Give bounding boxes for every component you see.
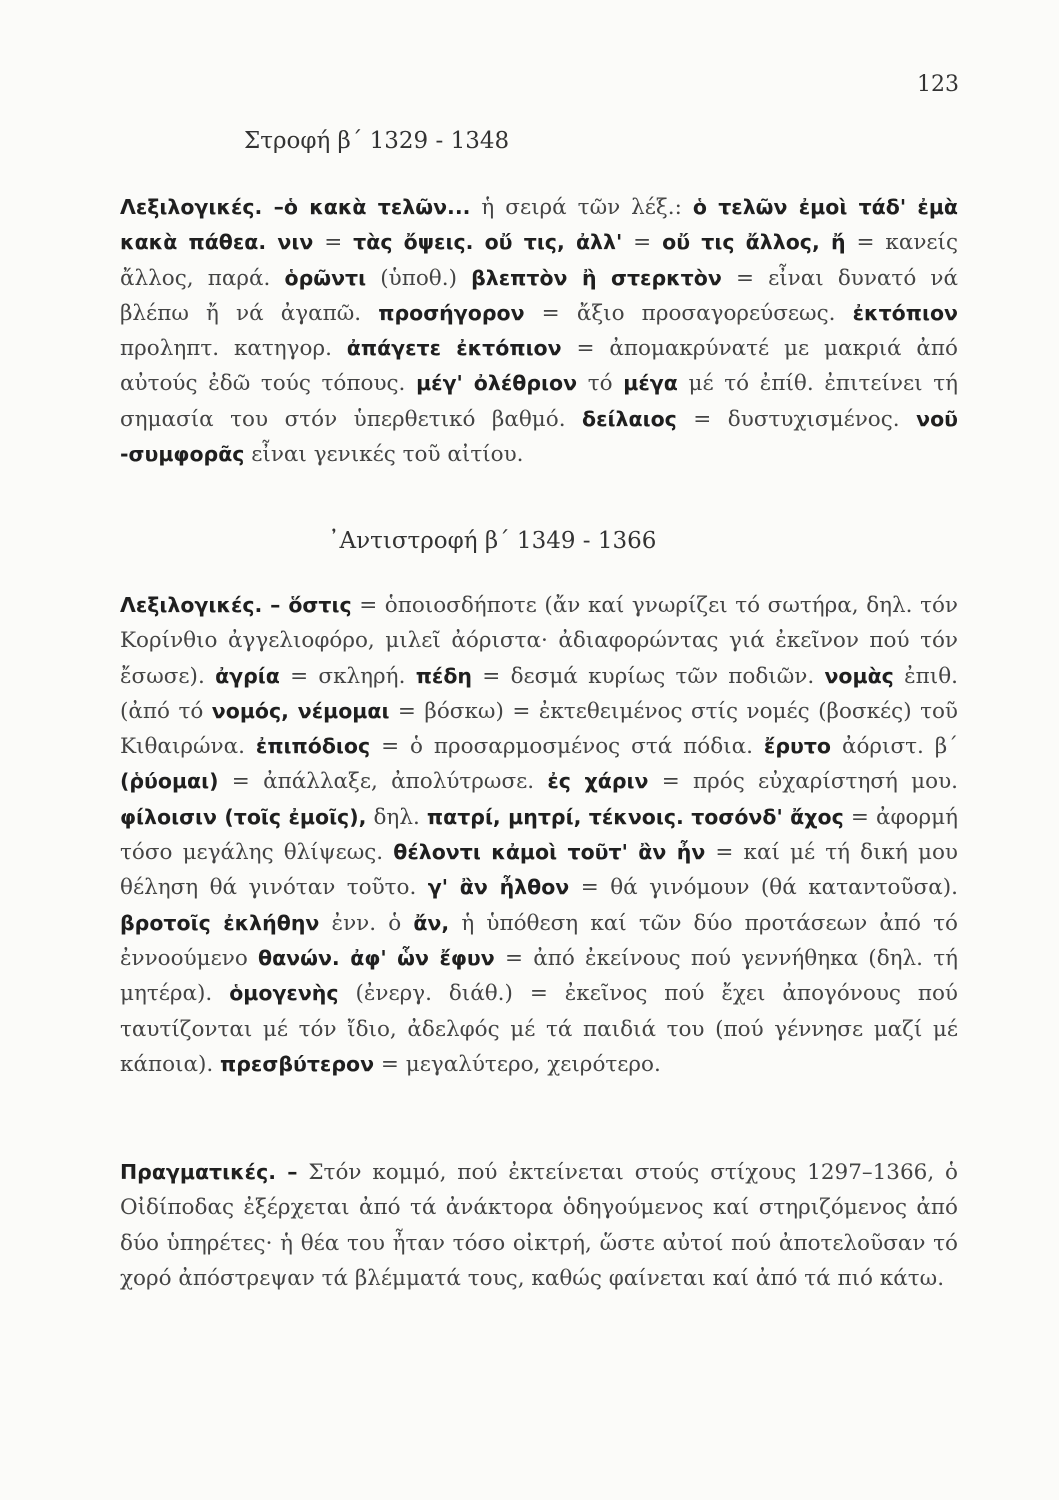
lemma-term: νομὰς (824, 663, 894, 688)
lemma-term: νοῦ -συμφορᾶς (120, 406, 959, 467)
gloss-text: = ἀπομακρύνατέ με μακριά ἀπό αὐτούς ἐδῶ τούς τόπους. (120, 336, 958, 397)
paragraph-text (120, 190, 958, 472)
paragraph-factual-notes (120, 1155, 958, 1296)
gloss-text: δηλ. (366, 804, 427, 830)
lemma-term: φίλοισιν (τοῖς ἐμοῖς), (120, 804, 367, 829)
lemma-term: Λεξιλογικές. – ὅστις (120, 593, 352, 617)
lemma-term: θέλοντι κἀμοὶ τοῦτ' ἂν ἦν (393, 840, 706, 865)
gloss-text: ἡ ὑπόθεση καί τῶν δύο προτάσεων ἀπό τό ἐννοούμενο (120, 910, 958, 971)
lemma-term: μέγα (623, 371, 678, 396)
paragraph-strophe-vocabulary (120, 190, 958, 472)
lemma-term: μέγ' ὀλέθριον (416, 371, 578, 396)
paragraph-antistrophe-vocabulary (120, 588, 958, 1082)
gloss-text: ἐνν. ὁ (319, 910, 414, 936)
lemma-term: οὔ τις ἄλλος, ἤ (662, 230, 846, 255)
gloss-text: = ἀφορμή τόσο μεγάλης θλίψεως. (120, 804, 958, 866)
lemma-term: πέδη (415, 663, 472, 688)
section-heading-antistrophe: ᾿Αντιστροφή β΄ 1349 - 1366 (328, 528, 657, 554)
gloss-text: = θά γινόμουν (θά καταντοῦσα). (569, 875, 958, 901)
gloss-text: = ἄξιο προσαγορεύσεως. (524, 300, 853, 326)
lemma-term: ἐπιπόδιος (255, 734, 371, 759)
lemma-term: ὁρῶντι (284, 265, 367, 290)
lemma-term: ἐς χάριν (547, 769, 649, 794)
gloss-text: (ὑποθ.) (366, 265, 472, 291)
lemma-term: βλεπτὸν ἢ στερκτὸν (471, 265, 722, 290)
gloss-text: Στόν κομμό, πού ἐκτείνεται στούς στίχους 1297–1366, ὁ Οἰδίποδας ἐξέρχεται ἀπό τά ἀνάκτορα ὁδηγούμενος καί στηριζόμενος ἀπό δύο ὑπηρέτες· ἡ θέα του ἦταν τόσο οἰκτρή, ὥστε αὐτοί πού ἀποτελοῦσαν τό χορό ἀπόστρεψαν τά βλέμματά τους, καθώς φαίνεται καί ἀπό τά πιό κάτω. (120, 1160, 958, 1291)
gloss-text: (ἐνεργ. διάθ.) = ἐκεῖνος πού ἔχει ἀπογόνους πού ταυτίζονται μέ τόν ἴδιο, ἀδελφός μέ τά παιδιά του (πού γέννησε μαζί μέ κάποια). (120, 981, 958, 1077)
gloss-text: ἡ σειρά τῶν λέξ.: (470, 195, 693, 220)
gloss-text: ἀόριστ. β΄ (831, 734, 958, 760)
lemma-term: ἔρυτο (763, 734, 832, 759)
lemma-term: θανών. ἀφ' ὧν ἔφυν (258, 945, 495, 970)
gloss-text: = (622, 230, 663, 256)
gloss-text: = ἀπό ἐκείνους πού γεννήθηκα (δηλ. τή μητέρα). (120, 945, 958, 1007)
gloss-text: = (313, 230, 354, 256)
lemma-term: γ' ἂν ἦλθον (427, 875, 570, 900)
gloss-text: = ὁ προσαρμοσμένος στά πόδια. (370, 734, 764, 760)
lemma-term: ἀπάγετε ἐκτόπιον (346, 336, 562, 361)
lemma-term: ἐκτόπιον (852, 300, 958, 325)
gloss-text: μέ τό ἐπίθ. ἐπιτείνει τή σημασία του στόν ὑπερθετικό βαθμό. (120, 371, 958, 432)
gloss-text: = ὁποιοσδήποτε (ἄν καί γνωρίζει τό σωτήρα, δηλ. τόν Κορίνθιο ἀγγελιοφόρο, μιλεῖ ἀόριστα· ἀδιαφορώντας γιά ἐκεῖνον πού τόν ἔσωσε). (120, 593, 958, 689)
gloss-text: = πρός εὐχαρίστησή μου. (648, 769, 958, 795)
lemma-term: τὰς ὄψεις. οὔ τις, ἀλλ' (353, 230, 623, 255)
gloss-text: τό (577, 371, 624, 397)
gloss-text: = δυστυχισμένος. (676, 406, 917, 432)
gloss-text: = εἶναι δυνατό νά βλέπω ἤ νά ἀγαπῶ. (120, 265, 958, 326)
paragraph-text (120, 588, 958, 1082)
gloss-text: = δεσμά κυρίως τῶν ποδιῶν. (472, 663, 825, 689)
gloss-text: = μεγαλύτερο, χειρότερο. (374, 1051, 661, 1077)
gloss-text: προληπτ. κατηγορ. (120, 336, 347, 362)
lemma-term: νομός, νέμομαι (211, 698, 390, 723)
gloss-text: = κανείς ἄλλος, παρά. (120, 230, 959, 291)
lemma-term: ὁ τελῶν ἐμοὶ τάδ' ἐμὰ κακὰ πάθεα. νιν (120, 195, 958, 255)
lemma-term: πατρί, μητρί, τέκνοις. τοσόνδ' ἄχος (426, 804, 844, 829)
gloss-text: = ἀπάλλαξε, ἀπολύτρωσε. (218, 769, 548, 795)
paragraph-text (120, 1155, 958, 1296)
gloss-text: = σκληρή. (279, 663, 416, 689)
gloss-text: εἶναι γενικές τοῦ αἰτίου. (244, 442, 524, 468)
section-heading-strophe: Στροφή β΄ 1329 - 1348 (244, 128, 510, 154)
lemma-term: βροτοῖς ἐκλήθην (120, 910, 320, 935)
gloss-text: = βόσκω) = ἐκτεθειμένος στίς νομές (βοσκές) τοῦ Κιθαιρώνα. (120, 698, 959, 760)
lemma-term: δείλαιος (582, 406, 677, 431)
lemma-term: Λεξιλογικές. –ὁ κακὰ τελῶν... (120, 195, 471, 219)
lemma-term: ὁμογενὴς (229, 981, 339, 1006)
gloss-text: ἐπιθ. (ἀπό τό (120, 663, 958, 724)
gloss-text: = καί μέ τή δική μου θέληση θά γινόταν τοῦτο. (120, 840, 958, 901)
lemma-term: πρεσβύτερον (220, 1051, 375, 1076)
lemma-term: Πραγματικές. – (120, 1160, 298, 1184)
lemma-term: ἀγρία (215, 663, 280, 688)
page-number: 123 (917, 72, 959, 97)
lemma-term: προσήγορον (378, 300, 525, 325)
lemma-term: (ῥύομαι) (120, 769, 219, 794)
lemma-term: ἄν, (413, 910, 450, 935)
